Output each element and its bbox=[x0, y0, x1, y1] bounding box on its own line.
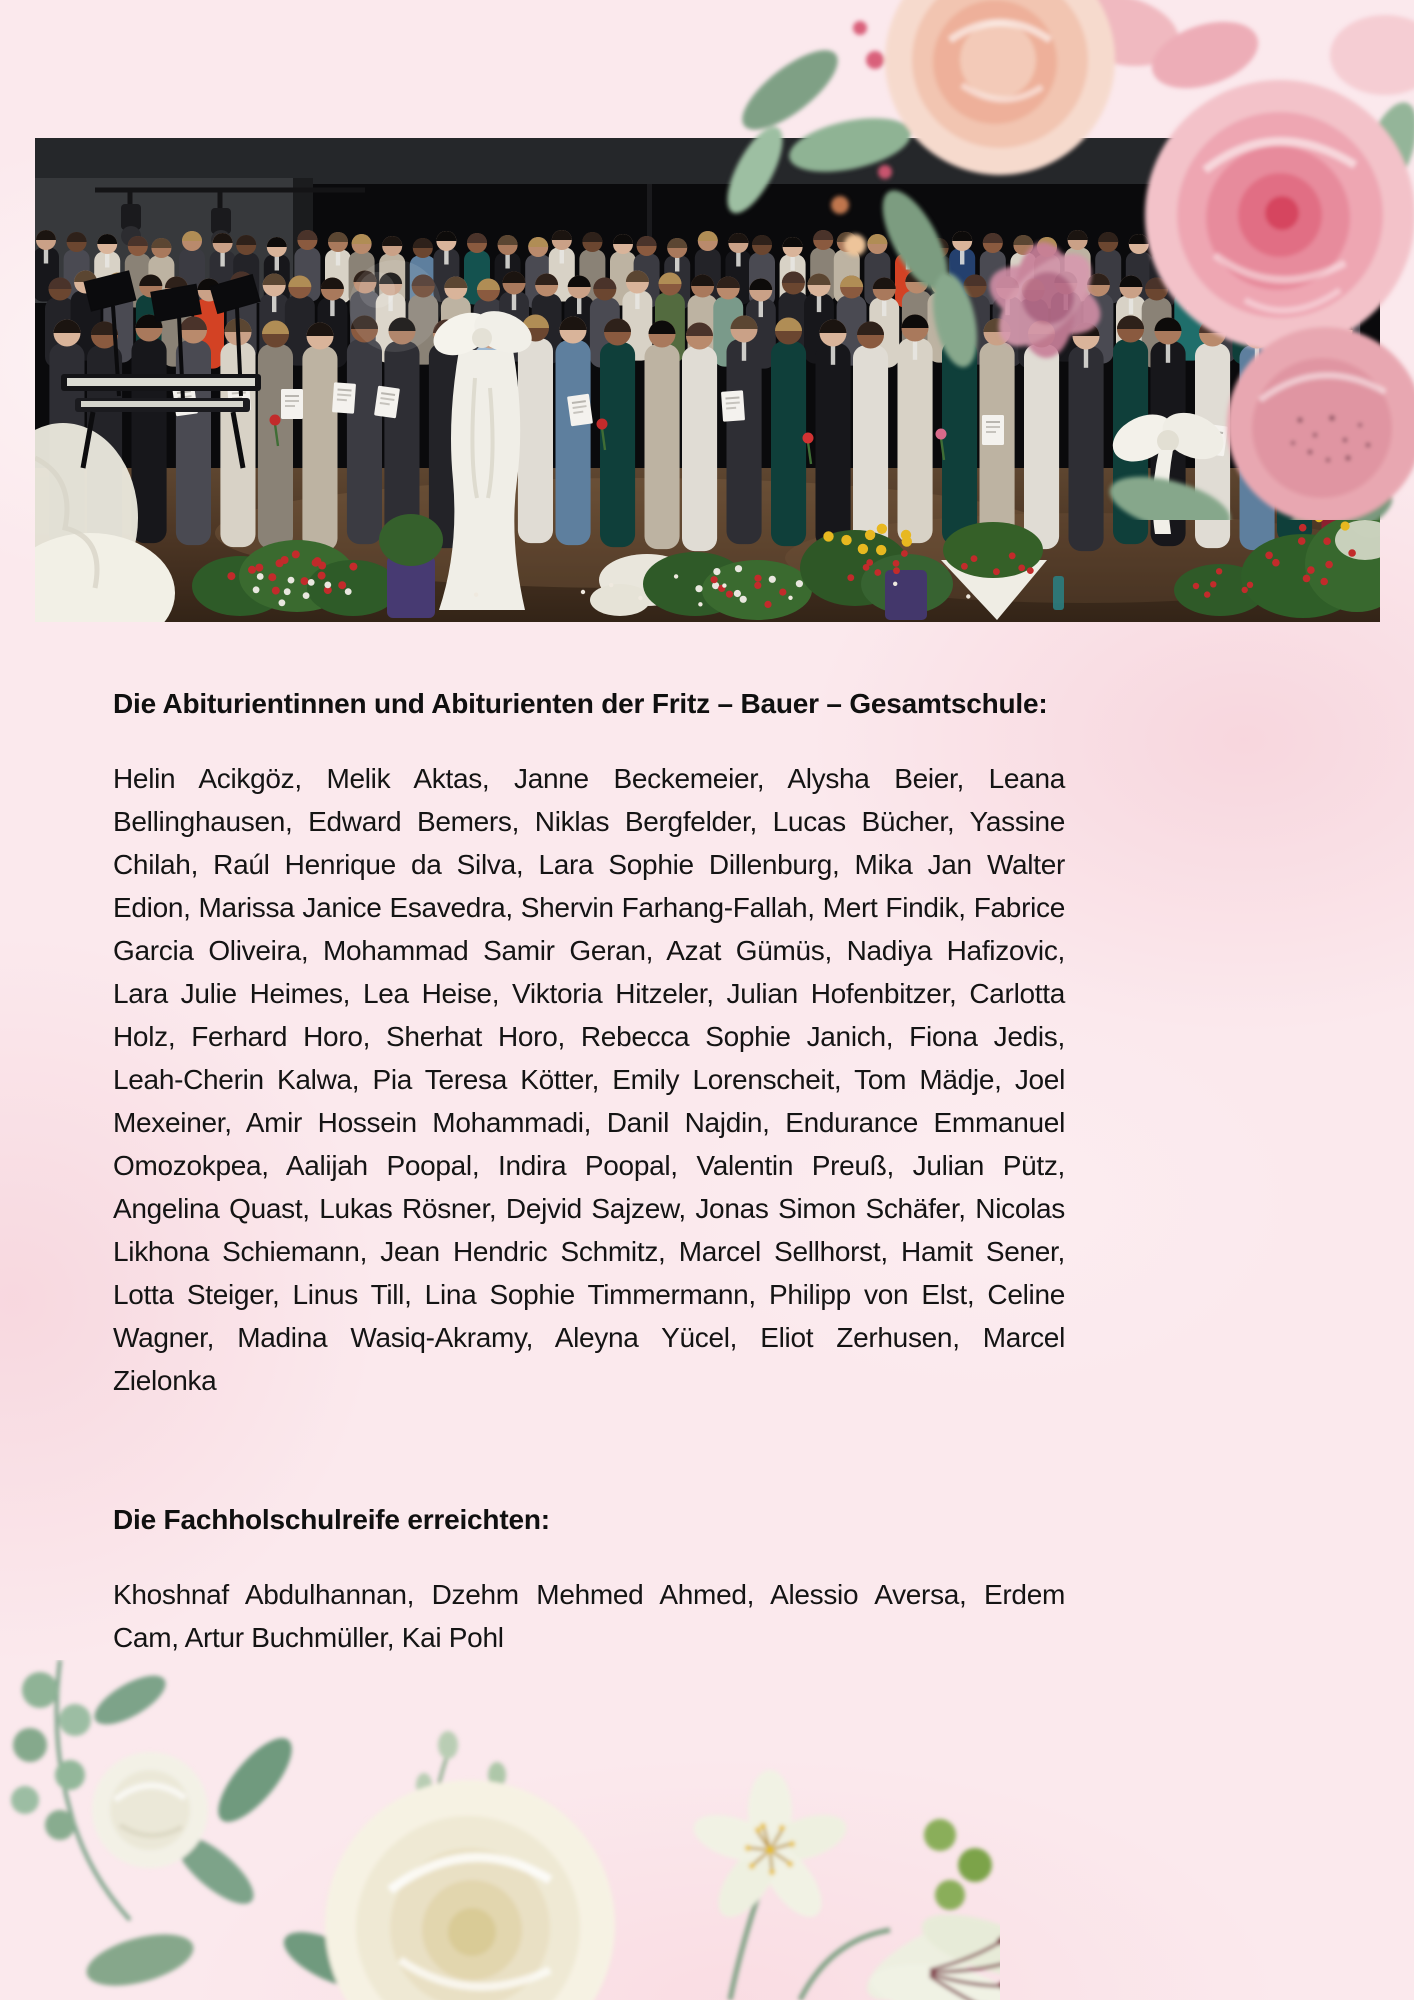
floral-decoration-bottom-left bbox=[0, 1660, 1000, 2000]
fachhochschulreife-names: Khoshnaf Abdulhannan, Dzehm Mehmed Ahmed, Alessio Aversa, Erdem Cam, Artur Buchmüller, Kai Pohl bbox=[113, 1579, 1065, 1653]
graduation-photo-scene bbox=[35, 138, 1380, 622]
jasmine-flower bbox=[688, 1770, 852, 1927]
abitur-names: Helin Acikgöz, Melik Aktas, Janne Beckemeier, Alysha Beier, Leana Bellinghausen, Edward Bemers, Niklas Bergfelder, Lucas Bücher, Yassine Chilah, Raúl Henrique da Silva, Lara Sophie Dillenburg, Mika Jan Walter Edion, Marissa Janice Esavedra, Shervin Farhang-Fallah, Mert Findik, Fabrice Garcia Oliveira, Mohammad Samir Geran, Azat Gümüs, Nadiya Hafizovic, Lara Julie Heimes, Lea Heise, Viktoria Hitzeler, Julian Hofenbitzer, Carlotta Holz, Ferhard Horo, Sherhat Horo, Rebecca Sophie Janich, Fiona Jedis, Leah-Cherin Kalwa, Pia Teresa Kötter, Emily Lorenscheit, Tom Mädje, Joel Mexeiner, Amir Hossein Mohammadi, Danil Najdin, Endurance Emmanuel Omozokpea, Aalijah Poopal, Indira Poopal, Valentin Preuß, Julian Pütz, Angelina Quast, Lukas Rösner, Dejvid Sajzew, Jonas Simon Schäfer, Nicolas Likhona Schiemann, Jean Hendric Schmitz, Marcel Sellhorst, Hamit Sener, Lotta Steiger, Linus Till, Lina Sophie Timmermann, Philipp von Elst, Celine Wagner, Madina Wasiq-Akramy, Aleyna Yücel, Eliot Zerhusen, Marcel Zielonka bbox=[113, 763, 1065, 1396]
graduation-photo bbox=[35, 138, 1380, 622]
lily-flower bbox=[856, 1902, 1000, 2000]
fachhochschulreife-heading: Die Fachholschulreife erreichten: bbox=[113, 1504, 550, 1535]
abitur-heading: Die Abiturientinnen und Abiturienten der Fritz – Bauer – Gesamtschule: bbox=[113, 688, 1048, 719]
content bbox=[113, 686, 1065, 1659]
